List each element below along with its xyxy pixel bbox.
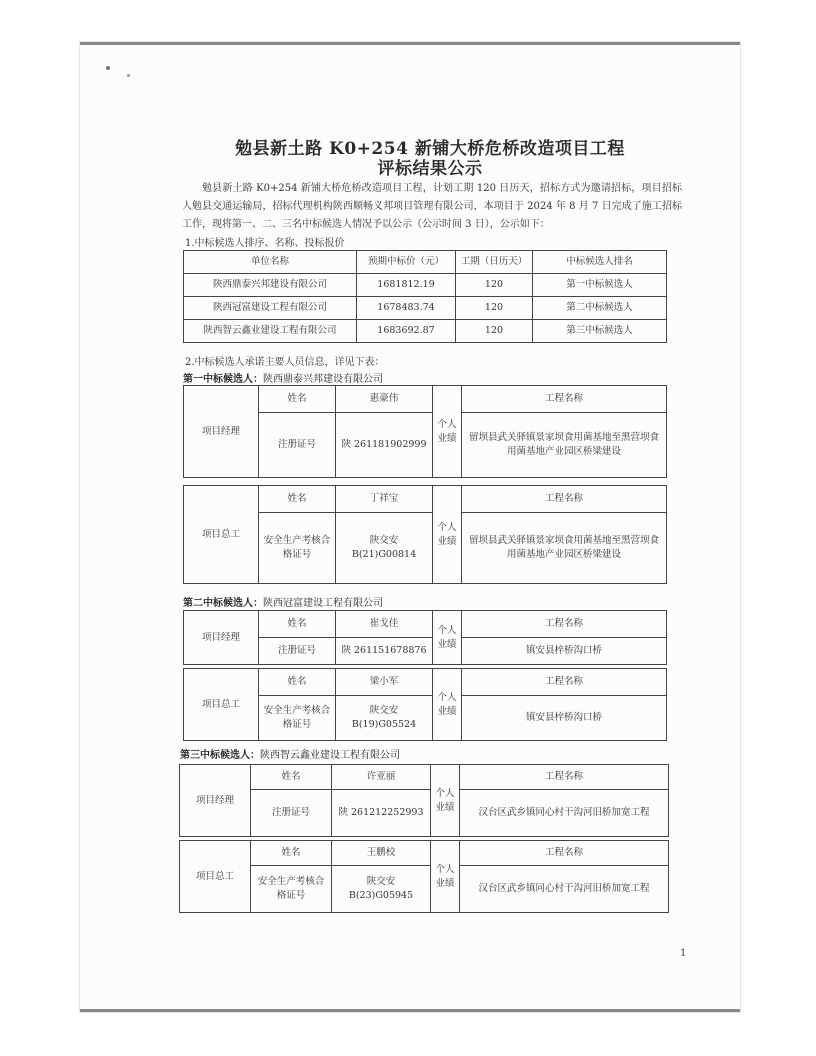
document-subtitle: 评标结果公示 [377,159,483,179]
cell-price: 1678483.74 [357,297,456,320]
cell-rank: 第一中标候选人 [533,274,667,297]
ce-cert: 陕交安 B(19)G05524 [336,696,433,741]
ce-cert: 陕交安 B(21)G00814 [336,513,433,584]
cell-rank: 第三中标候选人 [533,320,667,343]
candidate3-pm-table [179,764,669,837]
name-label: 姓名 [251,765,332,790]
project-name-header: 工程名称 [460,841,669,866]
table-row [184,320,667,343]
candidate1-pm-table [183,385,667,478]
name-label: 姓名 [259,611,336,638]
candidate2-company: 陕西冠富建设工程有限公司 [263,598,383,609]
role-cell: 项目经理 [180,765,251,837]
section2-heading: 2.中标候选人承诺主要人员信息，详见下表： [185,357,385,368]
pm-project: 留坝县武关驿镇景家坝食用菌基地至黑营坝食用菌基地产业园区桥梁建设 [462,413,667,478]
role-cell: 项目经理 [184,386,259,478]
name-label: 姓名 [259,669,336,696]
scan-speck [106,66,110,70]
cert-label: 安全生产考核合格证号 [259,513,336,584]
intro-paragraph: 勉县新土路 K0+254 新铺大桥危桥改造项目工程，计划工期 120 日历天，招标方式为邀请招标，项目招标人勉县交通运输局，招标代理机构陕西顺畅义邦项目管理有限公司，本项目于 2024 年 8 月 7 日完成了施工招标工作，现将第一、二、三名中标候选人情况予以公示（公示时间 3 日），公示如下： [182,183,682,230]
cell-price: 1681812.19 [357,274,456,297]
candidate3-heading [180,746,400,761]
perf-label: 个人业绩 [433,386,462,478]
scan-speck [127,74,130,77]
cell-company: 陕西智云鑫业建设工程有限公司 [184,320,357,343]
cert-label: 安全生产考核合格证号 [259,696,336,741]
header-duration: 工期（日历天） [456,251,533,274]
candidate3-company: 陕西智云鑫业建设工程有限公司 [260,750,400,761]
candidate2-label: 第二中标候选人： [183,598,263,609]
cell-company: 陕西冠富建设工程有限公司 [184,297,357,320]
role-cell: 项目经理 [184,611,259,665]
pm-cert: 陕 261181902999 [336,413,433,478]
role-cell: 项目总工 [180,841,251,913]
perf-label: 个人业绩 [433,486,462,584]
candidate2-heading [183,594,383,609]
candidate3-ce-table [179,840,669,913]
project-name-header: 工程名称 [462,486,667,513]
project-name-header: 工程名称 [462,669,667,696]
cert-label: 注册证号 [251,790,332,837]
perf-label: 个人业绩 [431,765,460,837]
candidate1-heading [183,370,383,385]
cell-duration: 120 [456,274,533,297]
role-cell: 项目总工 [184,669,259,741]
cell-duration: 120 [456,320,533,343]
cell-company: 陕西鼎泰兴邦建设有限公司 [184,274,357,297]
table-header-row [184,251,667,274]
ce-cert: 陕交安 B(23)G05945 [332,866,431,913]
cell-rank: 第二中标候选人 [533,297,667,320]
header-rank: 中标候选人排名 [533,251,667,274]
candidate1-ce-table [183,485,667,584]
perf-label: 个人业绩 [433,611,462,665]
ce-name: 梁小军 [336,669,433,696]
document-title: 勉县新土路 K0+254 新铺大桥危桥改造项目工程 [235,139,625,159]
ce-project: 汉台区武乡镇同心村干沟河旧桥加宽工程 [460,866,669,913]
cert-label: 注册证号 [259,638,336,665]
ranking-table [183,250,667,343]
name-label: 姓名 [251,841,332,866]
pm-name: 崔戈佳 [336,611,433,638]
cell-duration: 120 [456,297,533,320]
table-row [184,297,667,320]
pm-name: 许亚丽 [332,765,431,790]
candidate1-label: 第一中标候选人： [183,374,263,385]
ce-name: 丁祥宝 [336,486,433,513]
project-name-header: 工程名称 [460,765,669,790]
ce-project: 留坝县武关驿镇景家坝食用菌基地至黑营坝食用菌基地产业园区桥梁建设 [462,513,667,584]
perf-label: 个人业绩 [431,841,460,913]
pm-cert: 陕 261212252993 [332,790,431,837]
cert-label: 注册证号 [259,413,336,478]
candidate1-company: 陕西鼎泰兴邦建设有限公司 [263,374,383,385]
ce-project: 镇安县梓桥沟口桥 [462,696,667,741]
pm-name: 惠豪伟 [336,386,433,413]
project-name-header: 工程名称 [462,611,667,638]
name-label: 姓名 [259,386,336,413]
header-company: 单位名称 [184,251,357,274]
pm-project: 镇安县梓桥沟口桥 [462,638,667,665]
name-label: 姓名 [259,486,336,513]
section1-heading: 1.中标候选人排序、名称、投标报价 [185,238,345,249]
perf-label: 个人业绩 [433,669,462,741]
candidate3-label: 第三中标候选人： [180,750,260,761]
candidate2-pm-table [183,610,667,665]
pm-project: 汉台区武乡镇同心村干沟河旧桥加宽工程 [460,790,669,837]
header-price: 预期中标价（元） [357,251,456,274]
table-row [184,274,667,297]
role-cell: 项目总工 [184,486,259,584]
ce-name: 王鹏校 [332,841,431,866]
cert-label: 安全生产考核合格证号 [251,866,332,913]
scan-edge-bottom [80,1009,740,1012]
scan-edge-top [80,42,740,45]
candidate2-ce-table [183,668,667,741]
project-name-header: 工程名称 [462,386,667,413]
pm-cert: 陕 261151678876 [336,638,433,665]
cell-price: 1683692.87 [357,320,456,343]
page-number: 1 [680,948,687,959]
